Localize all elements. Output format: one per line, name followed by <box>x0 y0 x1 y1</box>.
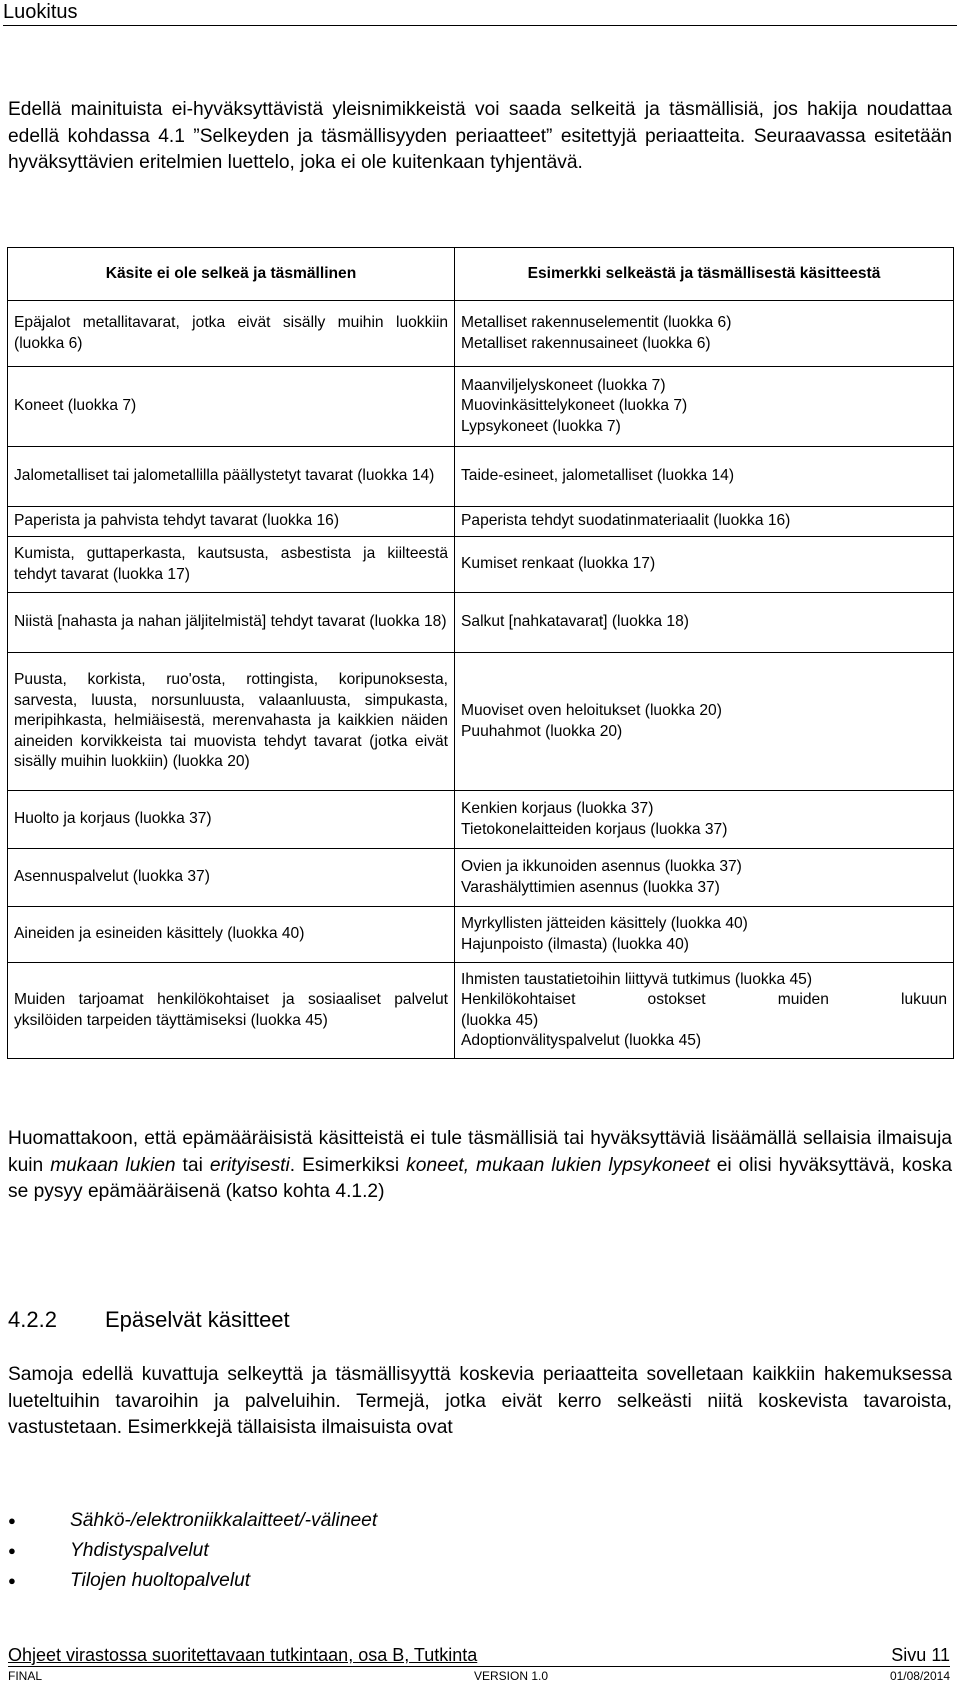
table-row <box>8 791 954 849</box>
intro-paragraph: Edellä mainituista ei-hyväksyttävistä yleisnimikkeistä voi saada selkeitä ja täsmällisiä, jos hakija noudattaa edellä kohdassa 4.1 ”Selkeyden ja täsmällisyyden periaatteet” esitettyjä periaatteita. Seuraavassa esitetään hyväksyttävien eritelmien luettelo, joka ei ole kuitenkaan tyhjentävä. <box>8 99 952 173</box>
table-row <box>8 447 954 507</box>
table-row <box>8 593 954 653</box>
table-row <box>8 537 954 593</box>
table-row <box>8 963 954 1059</box>
section-paragraph: Samoja edellä kuvattuja selkeyttä ja täsmällisyyttä koskevia periaatteita sovelletaan kaikkiin hakemuksessa lueteltuihin tavaroihin ja palveluihin. Termejä, jotka eivät kerro selkeästi niitä koskevista tavaroista, vastustetaan. Esimerkkejä tällaisista ilmaisuista ovat <box>8 1364 952 1438</box>
table-row <box>8 907 954 963</box>
table-row <box>8 507 954 537</box>
table-row <box>8 653 954 791</box>
clear-example: Muoviset oven heloitukset (luokka 20) Puuhahmot (luokka 20) <box>455 653 954 791</box>
table-header-unclear: Käsite ei ole selkeä ja täsmällinen <box>8 248 455 301</box>
clear-example: Ovien ja ikkunoiden asennus (luokka 37) Varashälyttimien asennus (luokka 37) <box>455 849 954 907</box>
clear-example: Salkut [nahkatavarat] (luokka 18) <box>455 593 954 653</box>
unclear-term: Paperista ja pahvista tehdyt tavarat (luokka 16) <box>8 507 455 537</box>
footer-date: 01/08/2014 <box>889 1669 950 1683</box>
unclear-term: Niistä [nahasta ja nahan jäljitelmistä] tehdyt tavarat (luokka 18) <box>8 593 455 653</box>
section-title: Epäselvät käsitteet <box>105 1307 290 1332</box>
unclear-term: Muiden tarjoamat henkilökohtaiset ja sosiaaliset palvelut yksilöiden tarpeiden täyttämiseksi (luokka 45) <box>8 963 455 1059</box>
footer <box>8 1644 950 1666</box>
term-comparison-table <box>7 247 954 1059</box>
table-header-clear-example: Esimerkki selkeästä ja täsmällisestä käsitteestä <box>455 248 954 301</box>
clear-example: Paperista tehdyt suodatinmateriaalit (luokka 16) <box>455 507 954 537</box>
footer-rule <box>8 1666 950 1667</box>
table-row <box>8 301 954 367</box>
unclear-term: Jalometalliset tai jalometallilla päällystetyt tavarat (luokka 14) <box>8 447 455 507</box>
section-heading <box>8 1306 290 1334</box>
list-item: ● Sähkö-/elektroniikkalaitteet/-välineet <box>8 1506 377 1536</box>
section-number: 4.2.2 <box>8 1307 57 1332</box>
table-header-row <box>8 248 954 301</box>
clear-example: Metalliset rakennuselementit (luokka 6) Metalliset rakennusaineet (luokka 6) <box>455 301 954 367</box>
list-item: ● Tilojen huoltopalvelut <box>8 1566 377 1596</box>
clear-example: Maanviljelyskoneet (luokka 7) Muovinkäsittelykoneet (luokka 7) Lypsykoneet (luokka 7) <box>455 367 954 447</box>
clear-example: Kumiset renkaat (luokka 17) <box>455 537 954 593</box>
footer-page-number: Sivu 11 <box>891 1645 950 1665</box>
table-row <box>8 849 954 907</box>
table-row <box>8 367 954 447</box>
list-item: ● Yhdistyspalvelut <box>8 1536 377 1566</box>
unclear-term: Puusta, korkista, ruo'osta, rottingista, koripunoksesta, sarvesta, luusta, norsunluusta, valaanluusta, simpukasta, meripihkasta, helmiäisestä, merenvahasta ja kaikkien näiden aineiden korvikkeista tai muovista tehdyt tavarat (jotka eivät sisälly muihin luokkiin) (luokka 20) <box>8 653 455 791</box>
clear-example: Taide-esineet, jalometalliset (luokka 14) <box>455 447 954 507</box>
unclear-term: Epäjalot metallitavarat, jotka eivät sisälly muihin luokkiin (luokka 6) <box>8 301 455 367</box>
clear-example: Ihmisten taustatietoihin liittyvä tutkimus (luokka 45) Henkilökohtaiset ostokset muiden lukuun (luokka 45) Adoptionvälityspalvelut (luokka 45) <box>455 963 954 1059</box>
example-term-list <box>8 1506 377 1596</box>
unclear-term: Kumista, guttaperkasta, kautsusta, asbestista ja kiilteestä tehdyt tavarat (luokka 17) <box>8 537 455 593</box>
footer-meta <box>8 1668 950 1684</box>
footer-document-title: Ohjeet virastossa suoritettavaan tutkintaan, osa B, Tutkinta <box>8 1645 478 1665</box>
note-paragraph: Huomattakoon, että epämääräisistä käsitteistä ei tule täsmällisiä tai hyväksyttäviä lisäämällä sellaisia ilmaisuja kuin mukaan lukien tai erityisesti. Esimerkiksi koneet, mukaan lukien lypsykoneet ei olisi hyväksyttävä, koska se pysyy epämääräisenä (katso kohta 4.1.2) <box>8 1128 953 1202</box>
unclear-term: Asennuspalvelut (luokka 37) <box>8 849 455 907</box>
unclear-term: Aineiden ja esineiden käsittely (luokka 40) <box>8 907 455 963</box>
clear-example: Kenkien korjaus (luokka 37) Tietokonelaitteiden korjaus (luokka 37) <box>455 791 954 849</box>
page-header-title: Luokitus <box>3 1 78 23</box>
clear-example: Myrkyllisten jätteiden käsittely (luokka 40) Hajunpoisto (ilmasta) (luokka 40) <box>455 907 954 963</box>
unclear-term: Koneet (luokka 7) <box>8 367 455 447</box>
unclear-term: Huolto ja korjaus (luokka 37) <box>8 791 455 849</box>
footer-version: VERSION 1.0 <box>474 1669 549 1683</box>
footer-status: FINAL <box>8 1669 43 1683</box>
header-rule <box>3 25 957 26</box>
